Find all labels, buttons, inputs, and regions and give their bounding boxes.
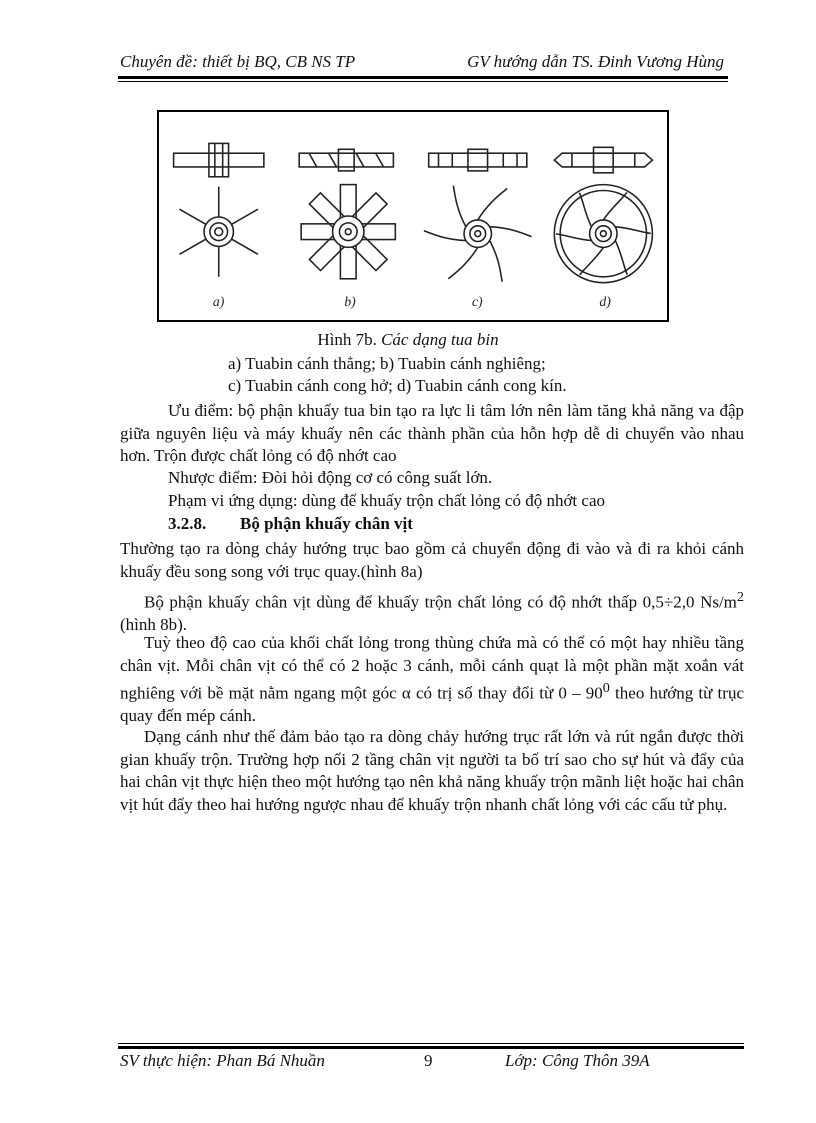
label-c: c) <box>471 294 483 310</box>
header-advisor: GV hướng dẫn TS. Đinh Vương Hùng <box>467 52 724 71</box>
page-header <box>118 50 728 74</box>
turbine-closed-curved-drawing <box>554 147 652 282</box>
section-title: Bộ phận khuấy chân vịt <box>240 514 413 533</box>
header-rule-thin <box>118 81 728 82</box>
caption-line-cd: c) Tuabin cánh cong hở; d) Tuabin cánh cong kín. <box>228 376 567 395</box>
footer-rule-thin <box>118 1043 744 1044</box>
label-b: b) <box>344 294 356 310</box>
paragraph-advantages: Ưu điểm: bộ phận khuấy tua bin tạo ra lực li tâm lớn nên làm tăng khả năng va đập giữa nguyên liệu và máy khuấy nên các thành phần của hỗn hợp dễ di chuyển vào nhau hơn. Trộn được chất lỏng có độ nhớt cao <box>120 401 744 465</box>
paragraph-application: Phạm vi ứng dụng: dùng để khuấy trộn chất lỏng có độ nhớt cao <box>168 491 605 510</box>
page-number: 9 <box>424 1051 433 1070</box>
header-topic: Chuyên đề: thiết bị BQ, CB NS TP <box>120 52 356 71</box>
paragraph-propeller-viscosity: Bộ phận khuấy chân vịt dùng để khuấy trộn chất lỏng có độ nhớt thấp 0,5÷2,0 $Ns/m^2$ (hình 8b). <box>120 589 744 635</box>
section-number: 3.2.8. <box>168 514 207 533</box>
caption-prefix: Hình 7b. <box>317 330 377 349</box>
paragraph-propeller-tiers: Tuỳ theo độ cao của khối chất lỏng trong thùng chứa mà có thể có một hay nhiều tầng chân vịt. Mỗi chân vịt có thể có 2 hoặc 3 cánh, mỗi cánh quạt là một phần mặt xoắn vát nghiêng với bề mặt nằm ngang một góc α có trị số thay đổi từ $0 - 90^0$ theo hướng từ trục quay đến mép cánh. <box>120 633 744 726</box>
caption-title: Các dạng tua bin <box>381 330 499 349</box>
turbine-inclined-drawing <box>299 149 395 279</box>
footer-student: SV thực hiện: Phan Bá Nhuần <box>120 1051 325 1070</box>
turbine-open-curved-drawing <box>424 149 532 281</box>
label-d: d) <box>599 294 611 310</box>
turbine-straight-drawing <box>174 143 264 276</box>
paragraph-blade-shape: Dạng cánh như thế đảm bảo tạo ra dòng chảy hướng trục rất lớn và rút ngắn được thời gian khuấy trộn. Trường hợp nối 2 tầng chân vịt người ta bố trí sao cho sự hút và đẩy của hai chân vịt thực hiện theo một hướng tạo nên khả năng khuấy trộn mãnh liệt hoặc hai chân vịt hút đẩy theo hai hướng ngược nhau để khuấy trộn nhanh chất lỏng với các cấu tử phụ. <box>120 727 744 814</box>
paragraph-disadvantages: Nhược điểm: Đòi hỏi động cơ có công suất lớn. <box>168 468 493 487</box>
section-heading <box>168 514 413 534</box>
caption-line-ab: a) Tuabin cánh thẳng; b) Tuabin cánh nghiêng; <box>228 354 546 373</box>
footer-class: Lớp: Công Thôn 39A <box>505 1051 650 1070</box>
turbine-figure <box>157 110 669 322</box>
label-a: a) <box>212 294 225 310</box>
header-rule-thick <box>118 76 728 79</box>
figure-caption <box>0 330 816 350</box>
paragraph-flow: Thường tạo ra dòng chảy hướng trục bao gồm cả chuyển động đi vào và đi ra khỏi cánh khuấy đều song song với trục quay.(hình 8a) <box>120 539 744 581</box>
footer-rule-thick <box>118 1046 744 1049</box>
